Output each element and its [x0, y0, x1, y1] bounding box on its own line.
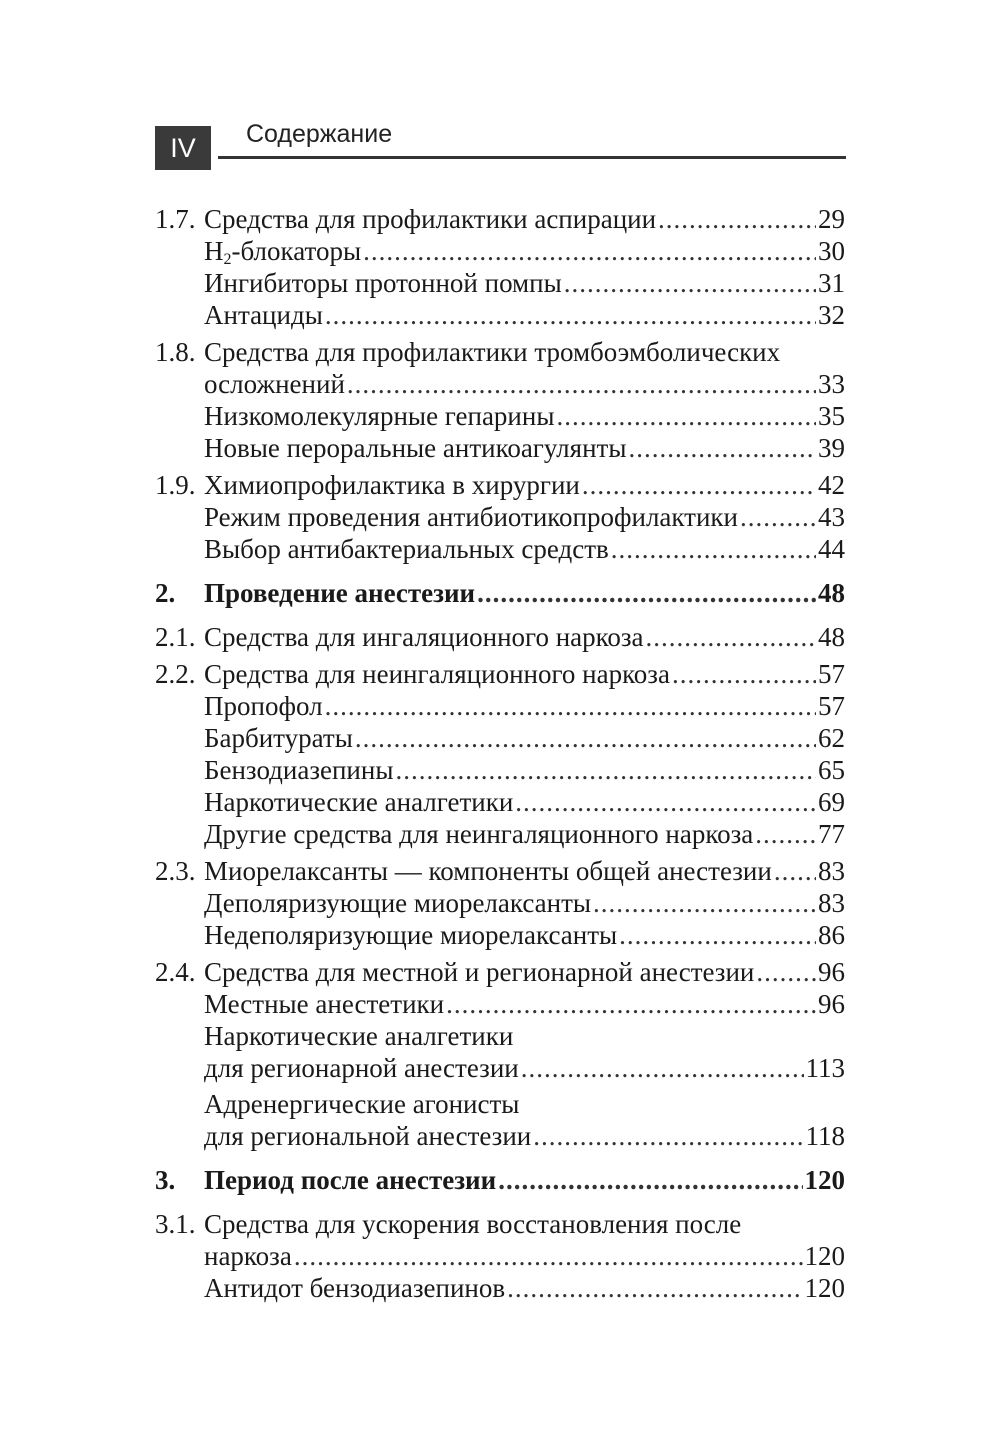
table-of-contents — [155, 198, 845, 1304]
toc-section-2-4 — [155, 956, 845, 1152]
entry-page: 83 — [818, 856, 845, 886]
entry-number: 1.8. — [155, 337, 196, 367]
toc-entry[interactable] — [155, 855, 845, 887]
entry-number: 2.3. — [155, 856, 196, 886]
entry-title: Местные анестетики — [204, 989, 445, 1019]
chapter-number: 2. — [155, 578, 176, 608]
entry-page: 30 — [818, 236, 845, 266]
entry-title: Деполяризующие миорелаксанты — [204, 888, 592, 918]
toc-subentry[interactable] — [155, 533, 845, 565]
chapter-title: Период после анестезии — [204, 1165, 497, 1195]
toc-entry-line1[interactable] — [155, 336, 845, 368]
entry-page: 57 — [818, 691, 845, 721]
dot-leader — [582, 469, 816, 501]
dot-leader — [556, 400, 816, 432]
entry-title-continued: для региональной анестезии — [204, 1121, 532, 1151]
chapter-title: Проведение анестезии — [204, 578, 476, 608]
dot-leader — [774, 855, 816, 887]
entry-page: 77 — [818, 819, 845, 849]
entry-page: 86 — [818, 920, 845, 950]
chapter-page: 120 — [804, 1165, 845, 1195]
toc-subentry[interactable] — [155, 786, 845, 818]
dot-leader — [672, 658, 816, 690]
toc-entry[interactable] — [155, 956, 845, 988]
dot-leader — [498, 1164, 802, 1196]
entry-title: Низкомолекулярные гепарины — [204, 401, 555, 431]
toc-subentry[interactable] — [155, 690, 845, 722]
entry-page: 31 — [818, 268, 845, 298]
toc-entry-line2[interactable] — [155, 368, 845, 400]
toc-subentry[interactable] — [155, 299, 845, 331]
entry-number: 1.7. — [155, 204, 196, 234]
entry-title: Антациды — [204, 300, 323, 330]
entry-number: 2.4. — [155, 957, 196, 987]
dot-leader — [347, 368, 816, 400]
toc-chapter-2 — [155, 577, 845, 609]
toc-section-1-9 — [155, 469, 845, 565]
toc-chapter-entry[interactable] — [155, 577, 845, 609]
entry-title: $H_2$-блокаторы — [204, 236, 362, 268]
header-rule — [218, 156, 846, 159]
running-title: Содержание — [246, 120, 393, 148]
toc-subentry[interactable] — [155, 1272, 845, 1304]
entry-number: 2.2. — [155, 659, 196, 689]
dot-leader — [395, 754, 816, 786]
dot-leader — [658, 203, 816, 235]
toc-section-2-2 — [155, 658, 845, 850]
dot-leader — [756, 956, 816, 988]
entry-page: 65 — [818, 755, 845, 785]
entry-page: 96 — [818, 957, 845, 987]
page-number-badge: IV — [155, 126, 211, 170]
toc-subentry[interactable] — [155, 988, 845, 1020]
toc-section-2-3 — [155, 855, 845, 951]
entry-number: 2.1. — [155, 622, 196, 652]
entry-page: 69 — [818, 787, 845, 817]
entry-title: Средства для профилактики аспирации — [204, 204, 657, 234]
dot-leader — [446, 988, 816, 1020]
dot-leader — [533, 1120, 803, 1152]
toc-subentry[interactable] — [155, 722, 845, 754]
toc-subentry[interactable] — [155, 754, 845, 786]
entry-title: Адренергические агонисты — [204, 1089, 520, 1119]
entry-title: Бензодиазепины — [204, 755, 394, 785]
dot-leader — [363, 235, 816, 267]
entry-page: 29 — [818, 204, 845, 234]
chapter-number: 3. — [155, 1165, 176, 1195]
entry-number: 1.9. — [155, 470, 196, 500]
dot-leader — [515, 786, 816, 818]
dot-leader — [740, 501, 816, 533]
entry-title: Новые пероральные антикоагулянты — [204, 433, 627, 463]
entry-title: Антидот бензодиазепинов — [204, 1273, 506, 1303]
entry-page: 120 — [804, 1273, 845, 1303]
dot-leader — [355, 722, 816, 754]
dot-leader — [325, 299, 816, 331]
entry-page: 39 — [818, 433, 845, 463]
toc-entry-line1[interactable] — [155, 1208, 845, 1240]
toc-subentry[interactable] — [155, 235, 845, 267]
dot-leader — [611, 533, 816, 565]
entry-title-continued: для регионарной анестезии — [204, 1053, 519, 1083]
chapter-page: 48 — [818, 578, 845, 608]
entry-title-continued: осложнений — [204, 369, 345, 399]
entry-number: 3.1. — [155, 1209, 196, 1239]
toc-subentry-line1[interactable] — [155, 1020, 845, 1052]
dot-leader — [325, 690, 816, 722]
dot-leader — [628, 432, 816, 464]
entry-title: Ингибиторы протонной помпы — [204, 268, 562, 298]
entry-title: Режим проведения антибиотикопрофилактики — [204, 502, 738, 532]
entry-page: 43 — [818, 502, 845, 532]
entry-page: 48 — [818, 622, 845, 652]
entry-page: 44 — [818, 534, 845, 564]
entry-title: Средства для местной и регионарной анестезии — [204, 957, 755, 987]
toc-subentry[interactable] — [155, 501, 845, 533]
entry-title: Средства для ингаляционного наркоза — [204, 622, 644, 652]
toc-entry[interactable] — [155, 203, 845, 235]
toc-chapter-3 — [155, 1164, 845, 1196]
toc-subentry[interactable] — [155, 818, 845, 850]
toc-section-1-8 — [155, 336, 845, 464]
entry-page: 96 — [818, 989, 845, 1019]
toc-entry[interactable] — [155, 621, 845, 653]
toc-section-1-7 — [155, 203, 845, 331]
toc-subentry-line2[interactable] — [155, 1052, 845, 1084]
entry-page: 83 — [818, 888, 845, 918]
toc-subentry[interactable] — [155, 432, 845, 464]
entry-title: Миорелаксанты — компоненты общей анестезии — [204, 856, 772, 886]
entry-page: 42 — [818, 470, 845, 500]
toc-subentry-line2[interactable] — [155, 1120, 845, 1152]
entry-page: 33 — [818, 369, 845, 399]
dot-leader — [521, 1052, 804, 1084]
dot-leader — [593, 887, 816, 919]
dot-leader — [646, 621, 816, 653]
entry-page: 120 — [804, 1241, 845, 1271]
toc-section-3-1 — [155, 1208, 845, 1304]
dot-leader — [507, 1272, 802, 1304]
entry-title: Химиопрофилактика в хирургии — [204, 470, 580, 500]
toc-entry[interactable] — [155, 469, 845, 501]
entry-title: Выбор антибактериальных средств — [204, 534, 609, 564]
entry-page: 118 — [805, 1121, 845, 1151]
toc-subentry[interactable] — [155, 400, 845, 432]
toc-subentry-line1[interactable] — [155, 1088, 845, 1120]
toc-entry-line2[interactable] — [155, 1240, 845, 1272]
entry-page: 35 — [818, 401, 845, 431]
toc-section-2-1 — [155, 621, 845, 653]
dot-leader — [564, 267, 816, 299]
toc-entry[interactable] — [155, 658, 845, 690]
entry-page: 57 — [818, 659, 845, 689]
dot-leader — [755, 818, 816, 850]
dot-leader — [477, 577, 816, 609]
entry-page: 32 — [818, 300, 845, 330]
entry-title: Средства для ускорения восстановления после — [204, 1209, 742, 1239]
entry-title: Наркотические аналгетики — [204, 1021, 514, 1051]
dot-leader — [619, 919, 816, 951]
toc-chapter-entry[interactable] — [155, 1164, 845, 1196]
entry-title: Барбитураты — [204, 723, 353, 753]
entry-title: Средства для профилактики тромбоэмболических — [204, 337, 781, 367]
entry-title: Пропофол — [204, 691, 323, 721]
entry-title: Средства для неингаляционного наркоза — [204, 659, 670, 689]
toc-subentry[interactable] — [155, 887, 845, 919]
entry-page: 62 — [818, 723, 845, 753]
entry-page: 113 — [805, 1053, 845, 1083]
entry-title: Другие средства для неингаляционного наркоза — [204, 819, 754, 849]
toc-subentry[interactable] — [155, 267, 845, 299]
entry-title: Недеполяризующие миорелаксанты — [204, 920, 618, 950]
entry-title-continued: наркоза — [204, 1241, 292, 1271]
toc-subentry[interactable] — [155, 919, 845, 951]
entry-title: Наркотические аналгетики — [204, 787, 514, 817]
dot-leader — [294, 1240, 803, 1272]
